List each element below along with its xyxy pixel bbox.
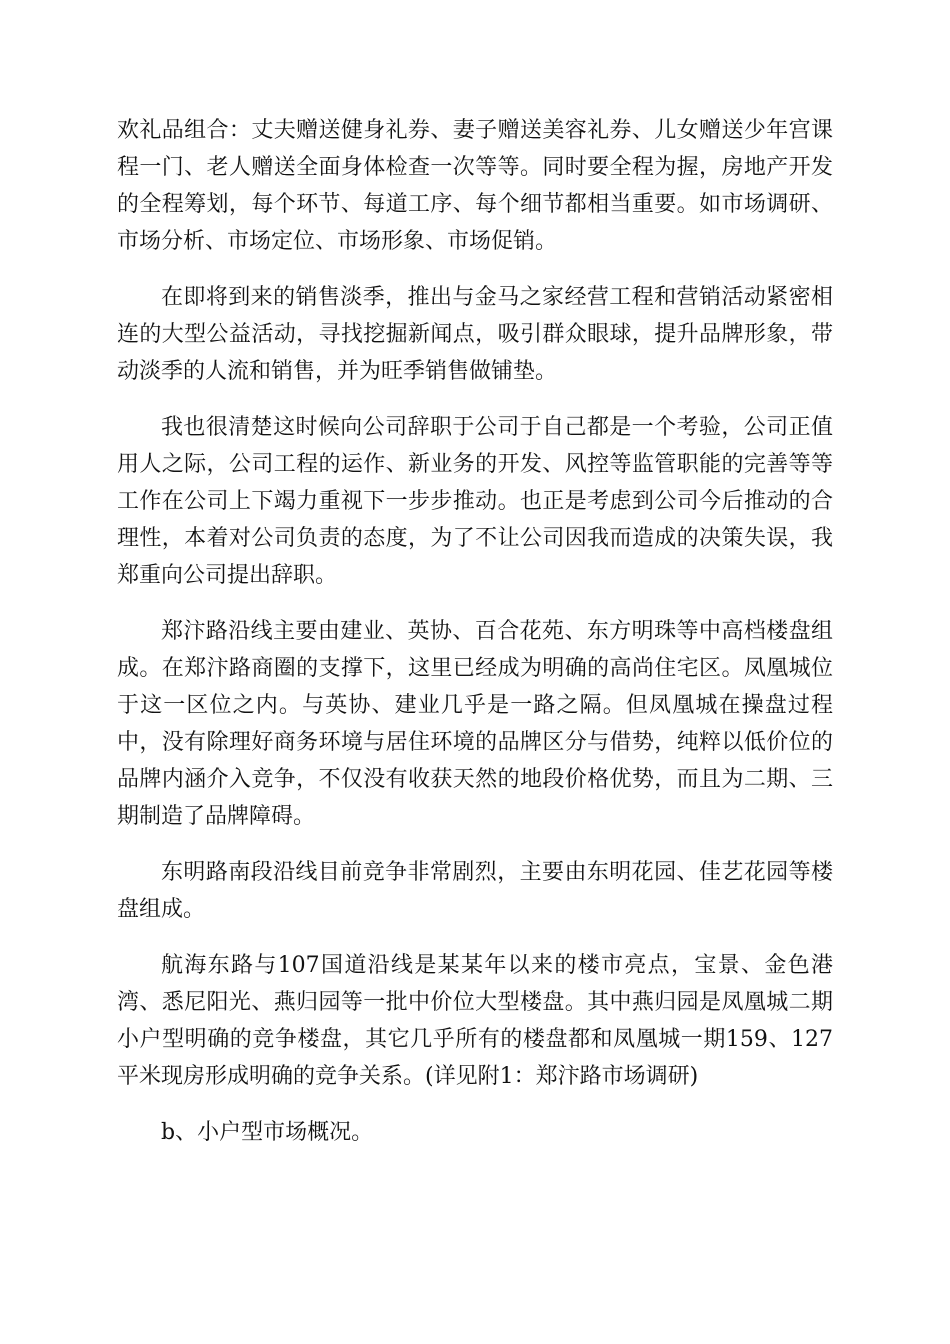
paragraph-hanghai-road: 航海东路与107国道沿线是某某年以来的楼市亮点，宝景、金色港湾、悉尼阳光、燕归园等一批中价位大型楼盘。其中燕归园是凤凰城二期小户型明确的竞争楼盘，其它几乎所有的楼盘都和凤凰城一期159、127平米现房形成明确的竞争关系。(详见附1：郑汴路市场调研) xyxy=(117,953,833,1089)
document-page xyxy=(117,112,833,1170)
paragraph-dongming-road: 东明路南段沿线目前竞争非常剧烈，主要由东明花园、佳艺花园等楼盘组成。 xyxy=(117,860,833,922)
paragraph-gift-combination: 欢礼品组合：丈夫赠送健身礼券、妻子赠送美容礼券、儿女赠送少年宫课程一门、老人赠送全面身体检查一次等等。同时要全程为握，房地产开发的全程筹划，每个环节、每道工序、每个细节都相当重要。如市场调研、市场分析、市场定位、市场形象、市场促销。 xyxy=(117,118,833,254)
paragraph-small-unit-heading: b、小户型市场概况。 xyxy=(161,1120,374,1145)
paragraph-zhengbian-road: 郑汴路沿线主要由建业、英协、百合花苑、东方明珠等中高档楼盘组成。在郑汴路商圈的支撑下，这里已经成为明确的高尚住宅区。凤凰城位于这一区位之内。与英协、建业几乎是一路之隔。但凤凰城在操盘过程中，没有除理好商务环境与居住环境的品牌区分与借势，纯粹以低价位的品牌内涵介入竞争，不仅没有收获天然的地段价格优势，而且为二期、三期制造了品牌障碍。 xyxy=(117,619,833,829)
paragraph-off-season-activity: 在即将到来的销售淡季，推出与金马之家经营工程和营销活动紧密相连的大型公益活动，寻找挖掘新闻点，吸引群众眼球，提升品牌形象，带动淡季的人流和销售，并为旺季销售做铺垫。 xyxy=(117,285,833,384)
paragraph-resignation: 我也很清楚这时候向公司辞职于公司于自己都是一个考验，公司正值用人之际，公司工程的运作、新业务的开发、风控等监管职能的完善等等工作在公司上下竭力重视下一步步推动。也正是考虑到公司今后推动的合理性，本着对公司负责的态度，为了不让公司因我而造成的决策失误，我郑重向公司提出辞职。 xyxy=(117,415,833,588)
